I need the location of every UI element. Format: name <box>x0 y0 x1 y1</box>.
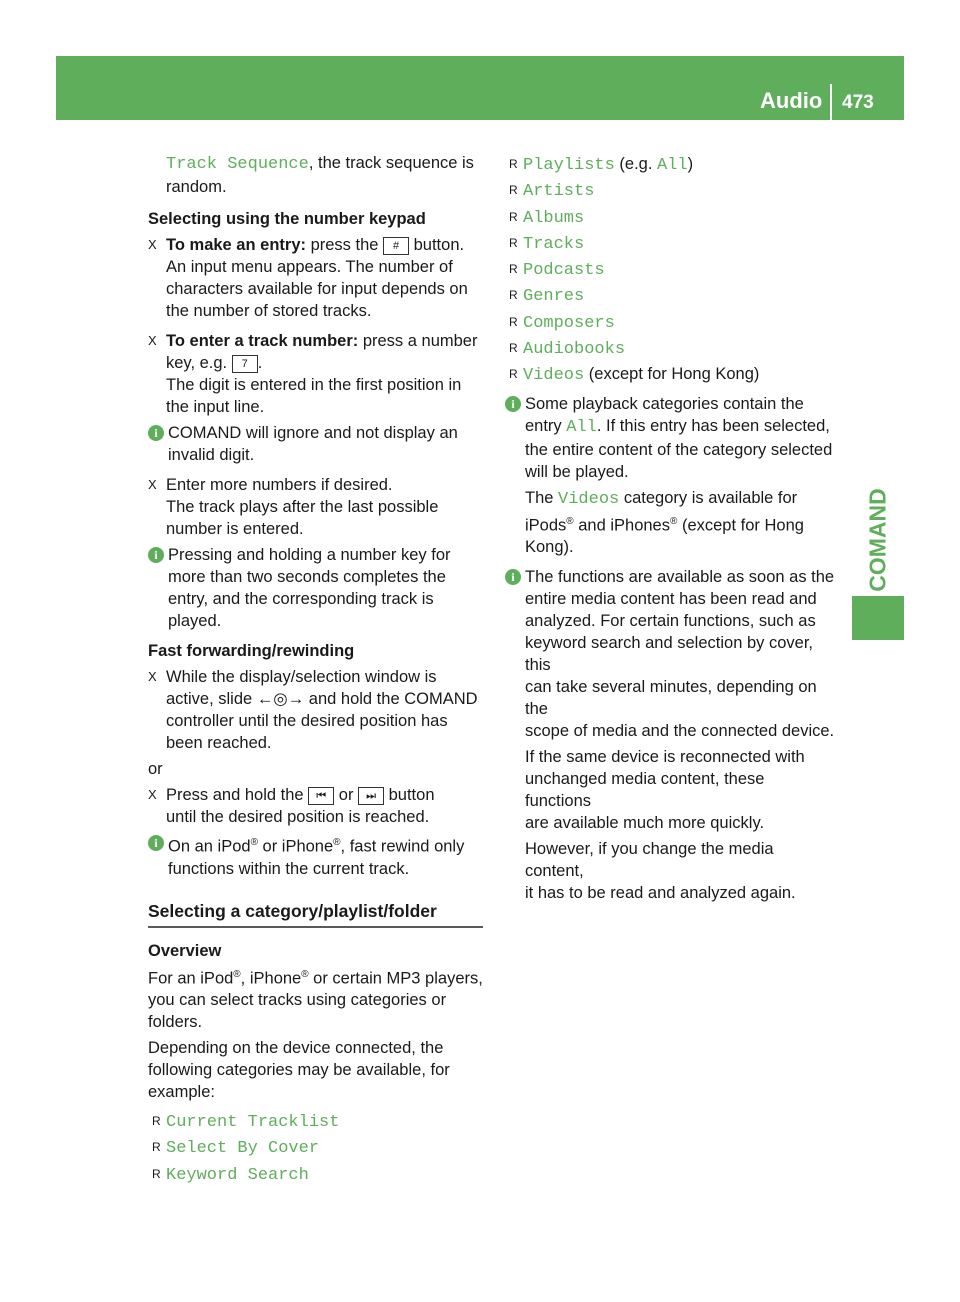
arrow-step-icon: X <box>148 787 157 802</box>
left-column <box>148 152 483 1188</box>
info-hold-key: i Pressing and holding a number key for more than two seconds completes the entry, and the corresponding track is played. <box>148 544 483 632</box>
info-icon: i <box>505 569 521 585</box>
bullet-icon: R <box>509 314 518 329</box>
right-column <box>505 152 835 904</box>
skip-back-key-icon: ⏮ <box>308 787 334 805</box>
bullet-icon: R <box>509 157 518 171</box>
step-make-entry: X To make an entry: press the # button. An input menu appears. The number of characters available for input depends on the number of stored tracks. <box>148 236 468 320</box>
keypad-heading: Selecting using the number keypad <box>148 210 426 228</box>
bullet-icon: R <box>509 183 518 198</box>
bullet-icon: R <box>509 288 518 303</box>
info-icon: i <box>148 835 164 851</box>
page-number: 473 <box>842 92 874 113</box>
continued-text: Track Sequence, the track sequence is random. <box>166 154 474 196</box>
list-item: R Composers <box>505 310 835 336</box>
list-item: R Genres <box>505 283 835 309</box>
skip-forward-key-icon: ⏭ <box>358 787 384 805</box>
ff-heading: Fast forwarding/rewinding <box>148 642 355 660</box>
info-playback-categories: i Some playback categories contain the entry All. If this entry has been selected, the entire content of the category selected will be played. The Videos category is available for iPods® and iPhones® (except for Hong Kong). <box>505 393 835 559</box>
arrow-step-icon: X <box>148 237 157 252</box>
right-category-list <box>505 152 835 389</box>
list-item: R Current Tracklist <box>148 1109 483 1135</box>
bullet-icon: R <box>152 1166 161 1181</box>
track-sequence-term: Track Sequence <box>166 155 309 174</box>
list-item: R Videos (except for Hong Kong) <box>505 362 835 388</box>
hash-key-icon: # <box>383 237 409 255</box>
bullet-icon: R <box>509 367 518 382</box>
overview-heading: Overview <box>148 941 222 960</box>
info-media-analysis: i The functions are available as soon as the entire media content has been read and analyzed. For certain functions, such as keyword search and selection by cover, this can take several minutes, depending on the scope of media and the connected device. If the same device is reconnected with unchanged media content, these functions are available much more quickly. However, if you change the media content, it has to be read and analyzed again. <box>505 566 835 904</box>
bullet-icon: R <box>509 235 518 250</box>
arrow-step-icon: X <box>148 333 157 348</box>
step-slide-controller: X While the display/selection window is active, slide ←◎→ and hold the COMAND controller until the desired position has been reached. <box>148 668 478 752</box>
info-invalid-digit: i COMAND will ignore and not display an invalid digit. <box>148 422 483 466</box>
arrow-step-icon: X <box>148 669 157 684</box>
step-enter-number: X To enter a track number: press a number key, e.g. 7 . The digit is entered in the first position in the input line. <box>148 332 478 416</box>
list-item: R Audiobooks <box>505 336 835 362</box>
list-item: R Select By Cover <box>148 1135 483 1161</box>
or-text: or <box>148 760 163 778</box>
section-divider <box>148 926 483 928</box>
info-icon: i <box>148 425 164 441</box>
arrow-step-icon: X <box>148 477 157 492</box>
bullet-icon: R <box>509 209 518 224</box>
list-item: R Tracks <box>505 231 835 257</box>
step-press-hold: X Press and hold the ⏮ or ⏭ button until the desired position is reached. <box>148 786 435 826</box>
overview-text: For an iPod®, iPhone® or certain MP3 players, you can select tracks using categories or folders. <box>148 968 483 1031</box>
list-item: R Podcasts <box>505 257 835 283</box>
list-item: R Artists <box>505 178 835 204</box>
selecting-heading: Selecting a category/playlist/folder <box>148 900 437 921</box>
side-tab-label: COMAND <box>864 488 891 592</box>
bullet-icon: R <box>509 262 518 277</box>
list-item: R Albums <box>505 205 835 231</box>
list-item: R Keyword Search <box>148 1162 483 1188</box>
header-divider <box>830 84 832 120</box>
section-title: Audio <box>760 88 823 113</box>
controller-slide-icon: ←◎→ <box>256 690 305 708</box>
side-tab-marker <box>852 596 904 640</box>
info-icon: i <box>505 396 521 412</box>
number-7-key-icon: 7 <box>232 355 258 373</box>
depending-text: Depending on the device connected, the following categories may be available, for example: <box>148 1039 450 1101</box>
list-item: R Playlists (e.g. All) <box>505 152 835 178</box>
info-fast-rewind: i On an iPod® or iPhone®, fast rewind only functions within the current track. <box>148 832 483 880</box>
step-more-numbers: X Enter more numbers if desired. The track plays after the last possible number is entered. <box>148 476 439 538</box>
left-category-list <box>148 1109 483 1188</box>
bullet-icon: R <box>152 1140 161 1155</box>
bullet-icon: R <box>152 1114 161 1128</box>
bullet-icon: R <box>509 341 518 356</box>
info-icon: i <box>148 547 164 563</box>
